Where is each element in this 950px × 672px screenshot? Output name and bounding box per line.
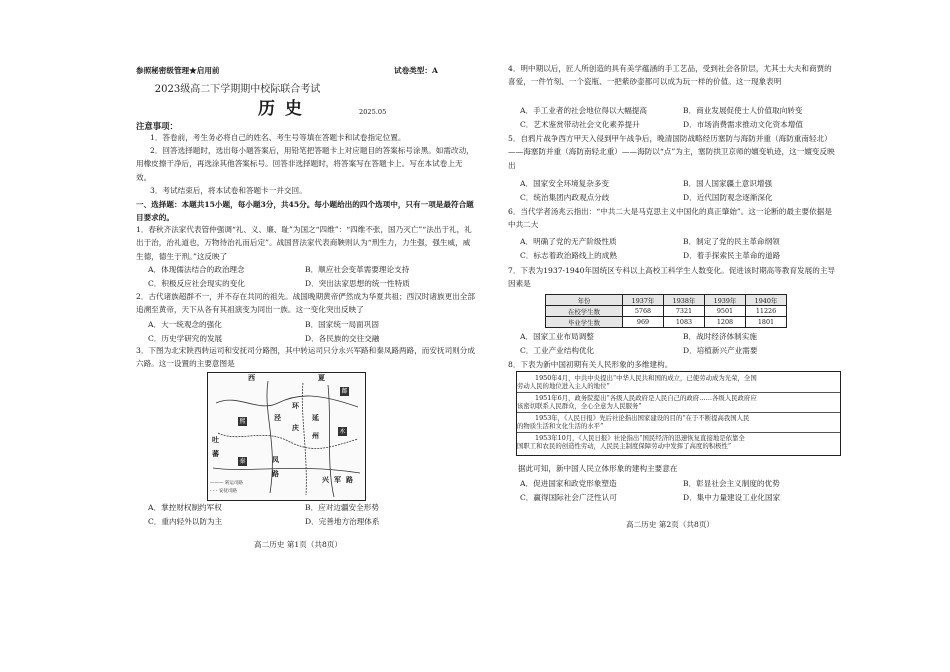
- legend-transport: ——— 转运司路: [210, 481, 243, 486]
- table-row-label: 毕业学生数: [546, 317, 623, 328]
- option-b[interactable]: B．制定了党的民主革命纲领: [683, 237, 780, 246]
- map-label-yan: 延: [312, 413, 319, 422]
- table-row: [546, 306, 787, 317]
- option-d[interactable]: D．近代国防观念逐渐深化: [683, 193, 773, 202]
- option-b[interactable]: B．彰显社会主义制度的优势: [683, 479, 780, 488]
- table-cell: 7321: [664, 306, 705, 317]
- table8-line: 1950年4月，中共中央提出“中华人民共和国的成立，已使劳动成为光荣，全国: [535, 374, 757, 382]
- map-label-qing: 庆: [292, 423, 299, 432]
- option-a[interactable]: A．国家工业布局调整: [520, 332, 594, 341]
- table-header-cell: 年份: [546, 295, 623, 306]
- table-cell: 969: [623, 317, 664, 328]
- table-cell: 1083: [664, 317, 705, 328]
- option-a[interactable]: A．手工业者的社会地位得以大幅提高: [520, 106, 647, 115]
- map-box-yong: 永: [339, 428, 346, 435]
- table-header-row: [546, 295, 787, 306]
- exam-title: 2023级高二下学期期中校际联合考试: [154, 84, 321, 95]
- option-a[interactable]: A．大一统观念的强化: [148, 320, 222, 329]
- section-title: 一、选择题：本题共15小题，每小题3分，共45分。每小题给出的四个选项中，只有一项是最符合题目要求的。: [136, 200, 474, 223]
- option-a[interactable]: A．掌控财权制约军权: [148, 503, 222, 512]
- table-cell: 1208: [705, 317, 746, 328]
- table-row-label: 在校学生数: [546, 306, 623, 317]
- map-label-jun: 军: [334, 475, 341, 484]
- note-3: 3．考试结束后，将本试卷和答题卡一并交回。: [150, 186, 307, 195]
- note-2: 2．回答选择题时，选出每小题答案后，用铅笔把答题卡上对应题目的答案标号涂黑。如需改动，用橡皮擦干净后，再选涂其他答案标号。回答非选择题时，将答案写在答题卡上。写在本试卷上无效。: [136, 146, 474, 182]
- option-a[interactable]: A．国家安全环境复杂多变: [520, 179, 610, 188]
- table-cell: 9501: [705, 306, 746, 317]
- map-box-fu: 鄜: [341, 388, 348, 395]
- map-label-feng: 凤: [272, 455, 279, 464]
- option-c[interactable]: C．重内轻外以防为主: [148, 517, 223, 526]
- question-6-stem: 6．当代学者汤兆云指出：“中共二大是马克思主义中国化的真正肇始”。这一论断的最主要依据是中共二大: [508, 207, 832, 230]
- question-3-stem: 3．下图为北宋陕西转运司和安抚司分路图，其中转运司只分永兴军路和秦凤路两路，而安抚司则分成六路。这一设置的主要意图是: [136, 346, 475, 369]
- table-header-cell: 1937年: [623, 295, 664, 306]
- option-d[interactable]: D．培植新兴产业需要: [683, 346, 758, 355]
- option-a[interactable]: A．促进国家和政党形象塑造: [520, 479, 617, 488]
- option-c[interactable]: C．工业产业结构优化: [520, 346, 595, 355]
- map-label-tu: 吐: [212, 435, 219, 444]
- option-b[interactable]: B．顺应社会变革需要理论支持: [305, 265, 410, 274]
- option-b[interactable]: B．应对边疆安全形势: [305, 503, 379, 512]
- table-row: [546, 317, 787, 328]
- question-1-stem: 1．春秋齐法家代表管仲强调“礼、义、廉、耻”为国之“四维”：“四维不张，国乃灭亡”“法出于礼，礼出于治，治礼道也，万物待治礼而后定”。战国晋法家代表商鞅则认为“刑生力，力生强，强生威，威生德，德生于刑。”这反映了: [136, 225, 472, 261]
- exam-date: 2025.05: [359, 108, 387, 116]
- table-header-cell: 1939年: [705, 295, 746, 306]
- table8-line: 的物质生活和文化生活的水平”: [517, 422, 604, 430]
- table8-line: 1953年10月，《人民日报》社论指出“国民经济的迅速恢复直接地是依靠全: [535, 434, 745, 442]
- paper-type: 试卷类型：A: [394, 66, 438, 75]
- option-d[interactable]: D．市场消费需求推动文化资本增值: [683, 120, 803, 129]
- table8-line: 劳动人民的地位进入主人的地位”: [517, 382, 610, 390]
- option-c[interactable]: C．统治集团内政观点分歧: [520, 193, 610, 202]
- question-8-stem: 8．下表为新中国初期有关人民形象的多维建构。: [508, 360, 673, 369]
- table-enrollment: [545, 294, 787, 328]
- option-d[interactable]: D．各民族的交往交融: [305, 334, 380, 343]
- table-cell: 11226: [746, 306, 787, 317]
- question-2-stem: 2．古代诸族超群不一，并不存在共同的祖先。战国晚期黄帝俨然成为华夏共祖；西汉时诸族更出全部追溯至黄帝，天下从各有其祖演变为同出一族。这一变化突出反映了: [136, 292, 475, 315]
- subject-title: 历 史: [258, 99, 304, 119]
- table8-line: 国职工和农民的创造性劳动，人民民主制度保障劳动中发挥了高度的积极性”: [517, 442, 732, 450]
- map-label-bo: 蕃: [212, 449, 219, 458]
- map-label-xing: 兴: [322, 475, 329, 484]
- option-d[interactable]: D．着手探索民主革命的道路: [683, 251, 781, 260]
- table-header-cell: 1938年: [664, 295, 705, 306]
- option-c[interactable]: C．历史学研究的发展: [148, 334, 223, 343]
- map-label-xia: 夏: [318, 373, 325, 382]
- option-c[interactable]: C．标志着政治路线上的成熟: [520, 251, 617, 260]
- table-cell: 5768: [623, 306, 664, 317]
- footer-left: 高二历史 第1页（共8页）: [254, 540, 343, 549]
- map-label-xi: 西: [248, 373, 255, 382]
- question-4-stem: 4．明中期以后，匠人所创造的具有美学蕴涵的手工艺品，受到社会各阶层，尤其士大夫和商贾的喜爱，一件竹刻、一个瓷瓶、一把紫砂壶都可以成为玩一样的价值。这一现象表明: [508, 64, 832, 87]
- table8-line: 1953年，《人民日报》先后社论指出国家建设的目的“在于不断提高我国人民: [535, 414, 750, 422]
- footer-right: 高二历史 第2页（共8页）: [626, 520, 715, 529]
- map-box-qin: 秦: [239, 458, 246, 465]
- secret-label: 参照秘密级管理★启用前: [136, 66, 220, 75]
- option-b[interactable]: B．国人国家疆土意识增强: [683, 179, 773, 188]
- map-label-jing: 泾: [274, 413, 281, 422]
- question-5-stem: 5．自鸦片战争西方甲天入侵到甲午战争后，晚清国防战略经历塞防与海防并重（海防重南轻北）——海塞防并重（海防南轻北重）——海防以“点”为主，塞防拱卫京师的嬗变轨迹，这一嬗变反映出: [508, 134, 835, 170]
- question-7-stem: 7．下表为1937-1940年国统区专科以上高校工科学生人数变化。促进该时期高等教育发展的主导因素是: [508, 266, 836, 289]
- option-d[interactable]: D．集中力量建设工业化国家: [683, 493, 781, 502]
- table8-line: 1951年6月，政务院提出“各级人民政府是人民自己的政府……各级人民政府应: [535, 394, 757, 402]
- map-label-lu: 路: [272, 469, 279, 478]
- table-header-cell: 1940年: [746, 295, 787, 306]
- table-cell: 1801: [746, 317, 787, 328]
- option-c[interactable]: C．艺术鉴赏带动社会文化素养提升: [520, 120, 640, 129]
- map-box-xi: 熙: [239, 418, 246, 425]
- people-image-table: [516, 371, 841, 456]
- note-1: 1．答卷前，考生务必将自己的姓名、考生号等填在答题卡和试卷指定位置。: [150, 133, 406, 142]
- option-c[interactable]: C．赢得国际社会广泛性认可: [520, 493, 617, 502]
- question-8-after: 据此可知，新中国人民立体形象的建构主要意在: [518, 464, 678, 473]
- option-b[interactable]: B．战时经济体制实施: [683, 332, 757, 341]
- legend-pacification: - - - 安抚司路: [210, 489, 237, 494]
- option-d[interactable]: D．完善地方治理体系: [305, 517, 380, 526]
- table8-line: 该密切联系人民群众，全心全意为人民服务”: [517, 402, 642, 410]
- option-a[interactable]: A．明确了党的无产阶级性质: [520, 237, 617, 246]
- map-label-huan: 环: [292, 401, 299, 410]
- notes-heading: 注意事项：: [136, 121, 178, 131]
- option-a[interactable]: A．体现儒法结合的政治理念: [148, 265, 245, 274]
- map-label-zhou: 州: [312, 431, 319, 440]
- option-d[interactable]: D．突出法家思想的统一性特质: [305, 279, 410, 288]
- option-c[interactable]: C．积极反应社会现实的变化: [148, 279, 245, 288]
- option-b[interactable]: B．商业发展促使士人价值取向转变: [683, 106, 803, 115]
- option-b[interactable]: B．国家统一局面巩固: [305, 320, 379, 329]
- map-label-lu2: 路: [346, 475, 353, 484]
